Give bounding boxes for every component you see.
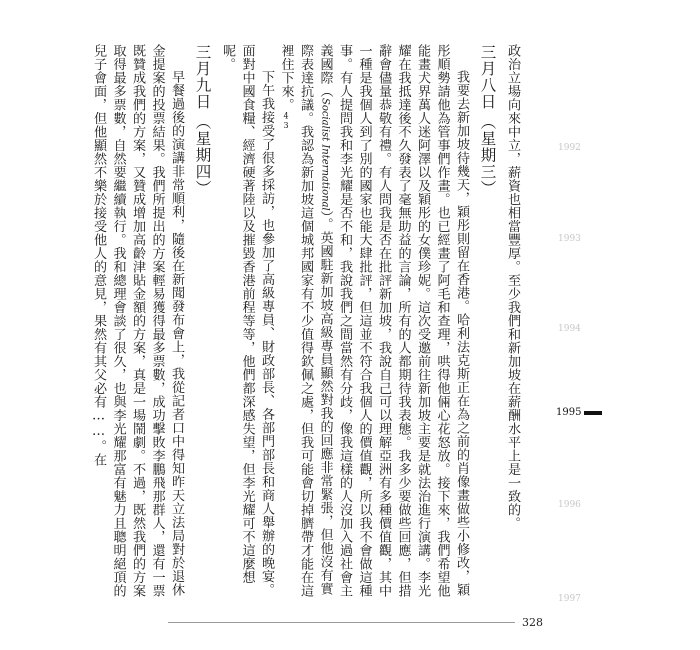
entry-heading-march-8 (477, 44, 497, 602)
entry-paragraph (276, 44, 471, 602)
year-marker-label: 1997 (558, 594, 581, 604)
entry-date: 三月八日 (478, 44, 497, 110)
entry-paragraph-text: 我要去新加坡待幾天，穎彤則留在香港。哈利法克斯正在為之前的肖像畫做些小修改，穎彤順勢請他為管事們作畫。也已經畫了阿毛和查理，哄得他倆心花怒放。接下來，我們希望他能畫犬界萬人迷阿澤以及穎彤的女僕珍妮。這次受邀前往新加坡主要是就法治進行演講。李光耀在我抵達後不久發表了毫無助益的言論，所有的人都期待我表態。我多少要做些回應，但措辭會儘量恭敬有禮。有人問我是否在批評新加坡，我說自己可以理解亞洲有多種價值觀，其中一種是我個人到了別的國家也能大肆批評，但這並不符合我個人的價值觀，所以我不會做這種事。有人提問我和李光耀是否不和，我說我們之間當然有分歧，像我這樣的人沒加入過社會主義國際（ (317, 44, 469, 598)
year-marker-label: 1994 (558, 324, 581, 334)
active-year-label: 1995 (556, 407, 582, 418)
entry-paragraph-text: ）。英國駐新加坡高級專員顯然對我的回應非常緊張，但他沒有實際表達抗議。我認為新加坡這個城邦國家有不少值得欽佩之處，但我可能會切掉臍帶才能在這裡住下來。 (278, 44, 333, 598)
current-year-indicator (584, 411, 602, 415)
year-marker-label: 1992 (558, 143, 581, 153)
vertical-text-body (91, 44, 522, 602)
entry-date: 三月九日 (193, 44, 212, 110)
year-rail (540, 0, 600, 650)
entry-heading-march-9 (192, 44, 212, 602)
year-marker-label: 1996 (558, 500, 581, 510)
entry-weekday: （星期四） (193, 114, 212, 197)
footnote-reference: 43 (281, 111, 291, 131)
footer-rule (168, 622, 515, 623)
entry-paragraph: 下午我接受了很多採訪，也參加了高級專員、財政部長、各部門部長和商人舉辦的晚宴。面對中國食糧、經濟硬著陸以及摧毀香港前程等等，他們都深感失望，但李光耀可不這麼想呢。 (220, 44, 274, 597)
entry-paragraph: 早餐過後的演講非常順利，隨後在新聞發布會上，我從記者口中得知昨天立法局對於退休金提案的投票結果。我們所提出的方案輕易獲得最多票數，成功擊敗李鵬飛那群人，還有一票既贊成我們的方案，又贊成增加高齡津貼金額的方案，真是一場鬧劇。不過，既然我們的方案取得最多票數，自然要繼續執行。我和總理會談了很久，也與李光耀那富有魅力且聰明絕頂的兒子會面，但他顯然不樂於接受他人的意見，果然有其父必有……。在 (91, 44, 184, 598)
socialist-international-term: Socialist International (319, 98, 331, 211)
entry-weekday: （星期三） (478, 114, 497, 197)
page-number: 328 (522, 616, 543, 629)
intro-paragraph: 政治立場向來中立，薪資也相當豐厚。至少我們和新加坡在薪酬水平上是一致的。 (505, 44, 520, 530)
year-marker-label: 1993 (558, 234, 581, 244)
